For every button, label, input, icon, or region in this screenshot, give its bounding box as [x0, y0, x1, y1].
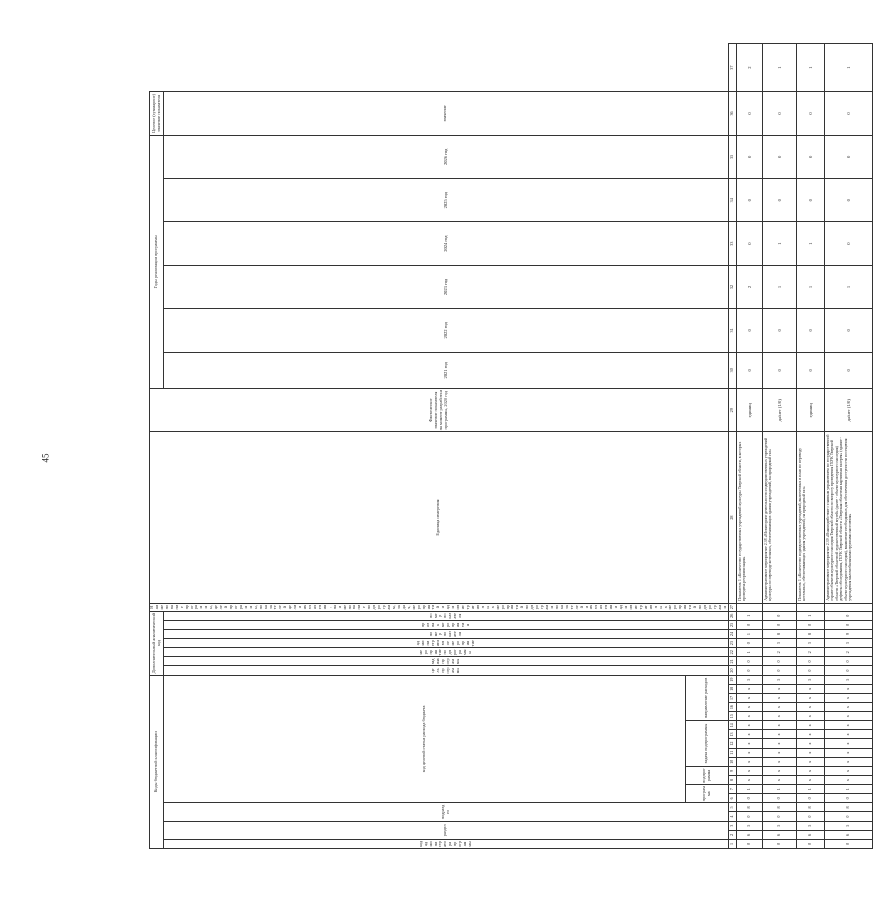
column-number: 15: [728, 712, 736, 721]
years-group-header: Годы реализации программы: [150, 135, 164, 388]
code-cell: х: [736, 730, 762, 739]
column-number: 13: [728, 730, 736, 739]
target-value-cell: 1: [796, 44, 824, 92]
year-value-cell: 0: [796, 135, 824, 178]
code-cell: 1: [762, 785, 796, 794]
table-row: [824, 44, 872, 849]
year-value-cell: 1: [796, 222, 824, 265]
year-value-cell: 0: [824, 92, 872, 135]
code-cell: 1: [796, 785, 824, 794]
column-number: 20: [728, 666, 736, 675]
table-row: [796, 44, 824, 849]
code-cell: х: [796, 721, 824, 730]
code-cell: 8: [736, 803, 762, 812]
code-cell: 1: [796, 611, 824, 620]
code-cell: х: [736, 693, 762, 702]
code-cell: 0: [796, 839, 824, 848]
code-cell: 0: [762, 839, 796, 848]
code-cell: 0: [762, 611, 796, 620]
table-row: [762, 44, 796, 849]
column-number: 3: [728, 821, 736, 830]
fact-cell: 0: [796, 352, 824, 389]
code-cell: х: [762, 703, 796, 712]
code-cell: х: [824, 748, 872, 757]
code-cell: х: [762, 766, 796, 775]
column-number: 32: [728, 265, 736, 308]
year-value-cell: 0: [762, 179, 796, 222]
column-number: 25: [728, 620, 736, 629]
code-cell: 9: [824, 629, 872, 638]
column-number: 9: [728, 766, 736, 775]
year-value-cell: 1: [796, 265, 824, 308]
column-number: 4: [728, 812, 736, 821]
section-header: раздел: [164, 821, 729, 839]
year-header-4: 2025 год: [164, 179, 729, 222]
code-cell: 8: [762, 803, 796, 812]
code-cell: 5: [796, 821, 824, 830]
code-cell: х: [796, 703, 824, 712]
column-number: 16: [728, 703, 736, 712]
column-number: 17: [728, 693, 736, 702]
target-article-header: код целевой статьи расхода бюджета: [164, 675, 686, 803]
empty-cell: [762, 603, 796, 611]
extra-sub-0: цель программы: [164, 666, 729, 675]
target-group-header: Целевое (суммарное) значение показателя: [150, 92, 164, 135]
code-cell: 3: [796, 639, 824, 648]
year-value-cell: 0: [736, 135, 762, 178]
code-cell: х: [796, 739, 824, 748]
column-number: 29: [728, 389, 736, 432]
column-number: 35: [728, 135, 736, 178]
column-number: 28: [728, 432, 736, 603]
code-cell: 5: [762, 821, 796, 830]
extra-code-header: Дополнительный аналитический код: [150, 611, 164, 675]
column-number: 14: [728, 721, 736, 730]
code-cell: х: [736, 766, 762, 775]
year-value-cell: 2: [736, 265, 762, 308]
table-row: [736, 44, 762, 849]
code-cell: 1: [736, 648, 762, 657]
name-header: Наименование программы, целей программы, показателей цели и их значения, наименование подпрограмм, задач, мероприятий и административных мероприятий подпрограмм показателей и их значения и административных мероприятий подпрограмм: [149, 604, 727, 610]
code-cell: х: [796, 748, 824, 757]
code-cell: х: [762, 684, 796, 693]
code-cell: х: [736, 739, 762, 748]
code-cell: 6: [762, 830, 796, 839]
column-number: 2: [728, 830, 736, 839]
code-cell: 0: [796, 794, 824, 803]
column-number: 18: [728, 684, 736, 693]
code-cell: 8: [762, 629, 796, 638]
extra-sub-1: задача программы: [164, 657, 729, 666]
year-header-2: 2023 год: [164, 265, 729, 308]
column-number: 1: [728, 839, 736, 848]
year-value-cell: 0: [824, 179, 872, 222]
extra-sub-5: признак мероприятия: [164, 620, 729, 629]
column-number: 21: [728, 657, 736, 666]
code-cell: х: [796, 684, 824, 693]
code-cell: х: [736, 721, 762, 730]
row-description: Показатель 1 «Количество государственных учреждений культуры Тверской области, в которых проведена реорганизация»: [736, 432, 762, 603]
code-cell: х: [796, 730, 824, 739]
code-cell: х: [736, 748, 762, 757]
fact-header: Фактическое значение показателя на момент разработки программы, 2020 год: [150, 389, 729, 432]
column-number: 11: [728, 748, 736, 757]
code-cell: х: [824, 684, 872, 693]
unit-cell: да/нет (1/0): [824, 389, 872, 432]
code-cell: 5: [824, 675, 872, 684]
code-cell: 8: [824, 803, 872, 812]
code-cell: х: [796, 757, 824, 766]
extra-sub-2: мероприятие подпрограммы: [164, 648, 729, 657]
year-header-3: 2024 год: [164, 222, 729, 265]
column-number: 26: [728, 611, 736, 620]
code-cell: х: [762, 757, 796, 766]
code-cell: х: [762, 712, 796, 721]
empty-cell: [824, 603, 872, 611]
code-cell: х: [762, 693, 796, 702]
row-description: Административное мероприятие 2.39 «Взаимодействие с главным управлением по государственной охране объектов культурного наследия Тверской области по вопросу проведения ГБУК Тверской области «Тверской областной художественный музей» (далее - объект культурного наследия) дефекты обследования, ГБУК Тверской области «Тверская областная картинная галерея» (здание - объект культурного наследия), выявление необходимых для обеспечения доступности посещения учреждения маломобильными группами населения»: [824, 432, 872, 603]
code-cell: 2: [824, 648, 872, 657]
year-value-cell: 0: [736, 309, 762, 352]
code-cell: 0: [736, 639, 762, 648]
code-cell: 1: [824, 785, 872, 794]
code-cell: х: [796, 693, 824, 702]
code-cell: х: [762, 739, 796, 748]
column-number: 6: [728, 794, 736, 803]
subsection-header: подраздел: [164, 803, 729, 821]
code-cell: 0: [796, 620, 824, 629]
column-number: 24: [728, 629, 736, 638]
year-value-cell: 0: [796, 92, 824, 135]
column-number: 10: [728, 757, 736, 766]
year-value-cell: 0: [736, 222, 762, 265]
column-number: 12: [728, 739, 736, 748]
subprogram-header: подпрограмма: [686, 766, 729, 784]
code-cell: 0: [824, 611, 872, 620]
code-cell: 6: [796, 830, 824, 839]
code-cell: 5: [824, 821, 872, 830]
empty-cell: [736, 603, 762, 611]
code-cell: х: [824, 703, 872, 712]
row-description: Административное мероприятие 2.38 «Мониторинг деятельности подведомственных учреждений культуры по переводу котельных, обеспечивающих здания учреждений, на природный газ»: [762, 432, 796, 603]
fact-cell: 0: [762, 352, 796, 389]
year-value-cell: 0: [796, 309, 824, 352]
code-cell: 0: [824, 839, 872, 848]
column-number: 34: [728, 179, 736, 222]
code-cell: х: [796, 766, 824, 775]
code-cell: 2: [796, 648, 824, 657]
code-cell: 0: [736, 620, 762, 629]
code-cell: х: [824, 693, 872, 702]
column-number: 27: [728, 603, 736, 611]
empty-cell: [796, 603, 824, 611]
column-number: 37: [728, 44, 736, 92]
activity-header: направление расходов: [686, 675, 729, 721]
column-numbers-row: [728, 44, 736, 849]
year-header-5: 2026 год: [164, 135, 729, 178]
task-direction-header: задача подпрограммы: [686, 721, 729, 767]
year-value-cell: 1: [824, 265, 872, 308]
code-cell: х: [736, 757, 762, 766]
code-cell: 0: [824, 657, 872, 666]
code-cell: х: [824, 739, 872, 748]
year-value-cell: 0: [736, 92, 762, 135]
code-cell: х: [736, 776, 762, 785]
target-value-cell: 2: [736, 44, 762, 92]
column-number: 7: [728, 785, 736, 794]
code-cell: х: [824, 766, 872, 775]
code-cell: 0: [736, 839, 762, 848]
program-header: программа: [686, 785, 729, 803]
unit-cell: да/нет (1/0): [762, 389, 796, 432]
year-value-cell: 0: [824, 135, 872, 178]
column-number: 33: [728, 222, 736, 265]
code-cell: 0: [824, 794, 872, 803]
code-cell: 8: [796, 629, 824, 638]
extra-sub-6: номер показателя: [164, 611, 729, 620]
code-cell: 3: [762, 639, 796, 648]
extra-sub-3: административное мероприятие: [164, 639, 729, 648]
row-description: Показатель 1 «Количество подведомственных учреждений, включенных в план по переводу котельных, обеспечивающих здания учреждений, на природный газ»: [796, 432, 824, 603]
code-cell: 8: [796, 803, 824, 812]
code-cell: х: [736, 684, 762, 693]
unit-cell: единиц: [736, 389, 762, 432]
column-number: 23: [728, 639, 736, 648]
code-cell: х: [762, 748, 796, 757]
budget-codes-header: Коды бюджетной классификации: [150, 675, 164, 848]
column-number: 30: [728, 352, 736, 389]
code-cell: х: [796, 712, 824, 721]
page-number: 45: [40, 453, 51, 463]
year-value-cell: 0: [824, 309, 872, 352]
year-value-cell: 0: [762, 135, 796, 178]
code-cell: 0: [796, 666, 824, 675]
target-value-cell: 1: [762, 44, 796, 92]
column-number: 5: [728, 803, 736, 812]
unit-header: Единица измерения: [150, 432, 729, 603]
code-cell: 5: [736, 821, 762, 830]
code-cell: 5: [796, 675, 824, 684]
code-cell: 6: [824, 830, 872, 839]
code-cell: х: [762, 730, 796, 739]
year-value-cell: 0: [736, 179, 762, 222]
code-cell: 0: [824, 812, 872, 821]
code-cell: х: [824, 730, 872, 739]
code-cell: х: [824, 776, 872, 785]
code-cell: 1: [736, 785, 762, 794]
year-value-cell: 0: [824, 222, 872, 265]
code-cell: х: [824, 712, 872, 721]
code-cell: 3: [824, 639, 872, 648]
year-value-cell: 0: [762, 92, 796, 135]
code-cell: х: [762, 776, 796, 785]
code-cell: х: [762, 721, 796, 730]
code-cell: 0: [736, 666, 762, 675]
code-cell: 0: [762, 794, 796, 803]
year-header-1: 2022 год: [164, 309, 729, 352]
year-header-0: 2021 год: [164, 352, 729, 389]
code-cell: 0: [736, 812, 762, 821]
code-cell: 1: [736, 629, 762, 638]
code-cell: 0: [762, 812, 796, 821]
code-cell: 0: [762, 657, 796, 666]
column-number: 36: [728, 92, 736, 135]
column-number: 8: [728, 776, 736, 785]
code-cell: 1: [736, 611, 762, 620]
code-cell: 5: [736, 675, 762, 684]
target-value-cell: 1: [824, 44, 872, 92]
code-cell: х: [824, 721, 872, 730]
admin-code-header: код администратора программы: [164, 839, 729, 848]
code-cell: 6: [736, 830, 762, 839]
code-cell: 0: [824, 620, 872, 629]
code-cell: х: [736, 703, 762, 712]
year-value-cell: 0: [796, 179, 824, 222]
extra-sub-4: номер показателя: [164, 629, 729, 638]
column-number: 31: [728, 309, 736, 352]
code-cell: 0: [762, 666, 796, 675]
year-value-cell: 1: [762, 265, 796, 308]
code-cell: х: [796, 776, 824, 785]
code-cell: х: [736, 712, 762, 721]
code-cell: 0: [762, 620, 796, 629]
year-value-cell: 0: [762, 309, 796, 352]
target-value-header: значение: [164, 92, 729, 135]
code-cell: 0: [796, 812, 824, 821]
unit-cell: единиц: [796, 389, 824, 432]
column-number: 19: [728, 675, 736, 684]
year-value-cell: 1: [762, 222, 796, 265]
code-cell: 0: [736, 657, 762, 666]
code-cell: 0: [736, 794, 762, 803]
code-cell: 5: [762, 675, 796, 684]
fact-cell: 0: [824, 352, 872, 389]
code-cell: 0: [824, 666, 872, 675]
column-number: 22: [728, 648, 736, 657]
code-cell: х: [824, 757, 872, 766]
fact-cell: 0: [736, 352, 762, 389]
budget-program-table: [149, 43, 853, 849]
code-cell: 2: [762, 648, 796, 657]
code-cell: 0: [796, 657, 824, 666]
header-row-1: [150, 44, 164, 849]
